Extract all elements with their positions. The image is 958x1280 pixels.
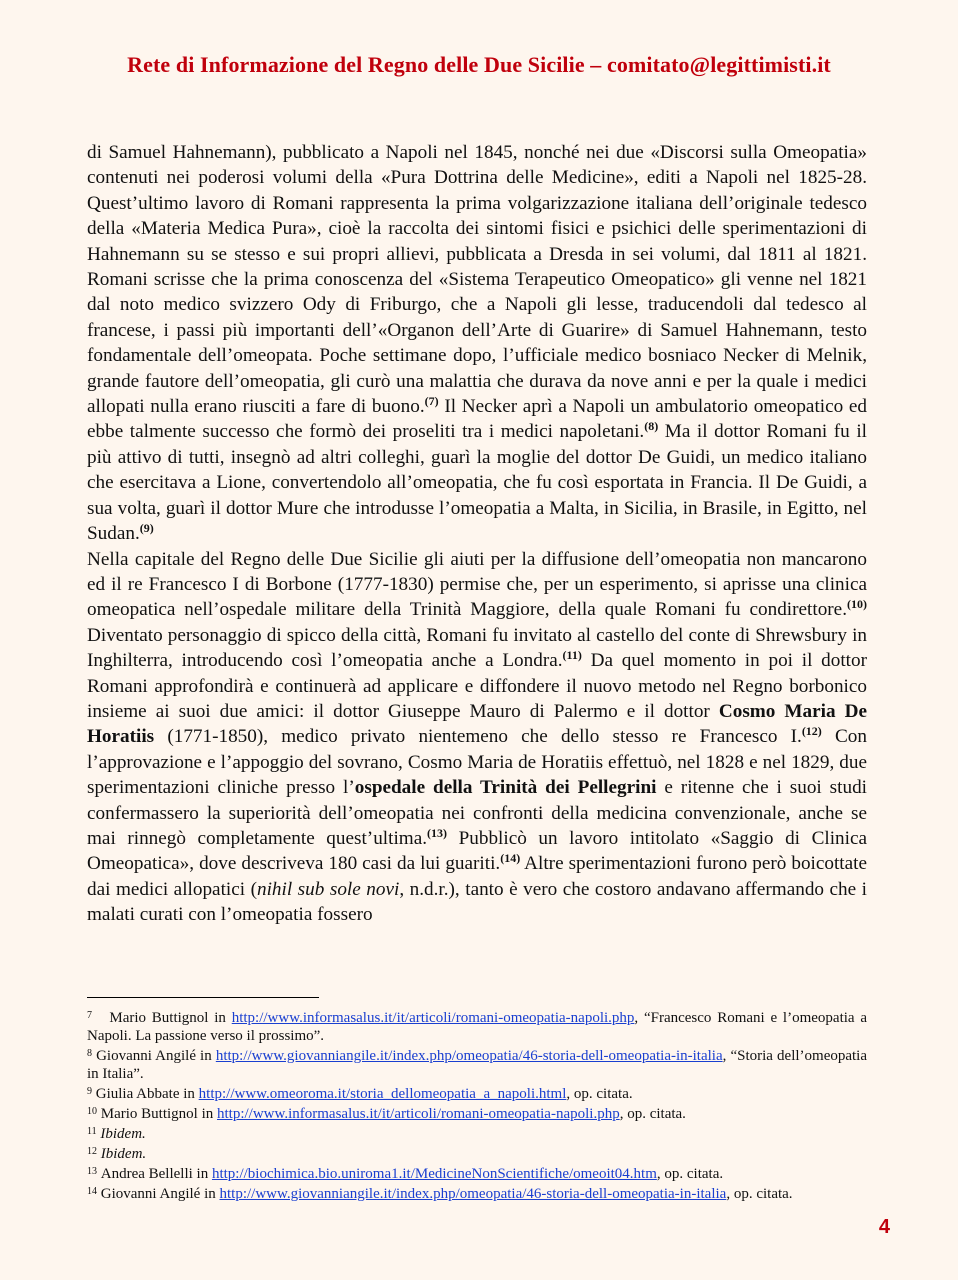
footnote-11 xyxy=(87,1123,867,1143)
footnote-author: Giovanni Angilé in xyxy=(96,1048,216,1064)
footnote-ref-13[interactable]: (13) xyxy=(427,825,448,840)
footnote-ref-7[interactable]: (7) xyxy=(424,394,439,409)
text-run: Altre sperimentazioni furono però boicottate dai medici allopatici ( xyxy=(87,853,868,900)
footnote-link[interactable]: http://www.giovanniangile.it/index.php/omeopatia/46-storia-dell-omeopatia-in-italia xyxy=(215,1048,723,1064)
footnote-tail: , op. citata. xyxy=(619,1106,686,1122)
bold-hospital: ospedale della Trinità dei Pellegrini xyxy=(354,777,657,799)
text-run: Pubblicò un lavoro intitolato «Saggio di Clinica Omeopatica», dove descriveva 180 casi da lui guariti. xyxy=(87,827,867,875)
paragraph-2 xyxy=(87,547,867,928)
footnote-number: 9 xyxy=(87,1086,92,1097)
footnote-number: 7 xyxy=(87,1010,92,1021)
footnote-author: Mario Buttignol in xyxy=(100,1106,217,1122)
footnote-link[interactable]: http://biochimica.bio.uniroma1.it/MedicineNonScientifiche/omeoit04.htm xyxy=(211,1166,657,1182)
paragraph-1 xyxy=(87,140,867,547)
footnote-number: 14 xyxy=(87,1186,97,1197)
footnote-tail: , op. citata. xyxy=(656,1166,724,1182)
footnote-tail: , “Storia dell’omeopatia in Italia”. xyxy=(87,1048,867,1082)
text-run: di Samuel Hahnemann), pubblicato a Napoli nel 1845, nonché nei due «Discorsi sulla Omeopatia» contenuti nei poderosi volumi della «Pura Dottrina delle Medicine», editi a Napoli nel 1825-28. Quest’ultimo lavoro di Romani rappresenta la prima volgarizzazione italiana dell’originale tedesco della «Materia Medica Pura», cioè la raccolta dei sintomi fisici e psichici delle sperimentazioni di Hahnemann su se stesso e sui propri allievi, pubblicata a Dresda in sei volumi, dal 1811 al 1821. Romani scrisse che la prima conoscenza del «Sistema Terapeutico Omeopatico» gli venne nel 1821 dal noto medico svizzero Ody di Friburgo, che a Napoli gli lesse, traducendoli dal tedesco al francese, i passi più importanti dell’«Organon dell’Arte di Guarire» di Samuel Hahnemann, testo fondamentale dell’omeopata. Poche settimane dopo, l’ufficiale medico bosniaco Necker di Melnik, grande fautore dell’omeopatia, gli curò una malattia che durava da nove anni e per la quale i medici allopati nulla erano riusciti a fare di buono. xyxy=(87,142,867,418)
footnote-number: 13 xyxy=(87,1166,97,1177)
footnote-separator xyxy=(87,997,319,998)
footnote-ref-9[interactable]: (9) xyxy=(139,521,154,536)
footnote-ref-14[interactable]: (14) xyxy=(500,851,521,866)
footnote-link[interactable]: http://www.omeoroma.it/storia_dellomeopatia_a_napoli.html xyxy=(198,1086,567,1102)
footnote-author: Giulia Abbate in xyxy=(95,1086,199,1102)
footnote-tail: , op. citata. xyxy=(566,1086,633,1102)
footnote-9 xyxy=(87,1083,867,1103)
footnote-number: 8 xyxy=(87,1048,92,1059)
footnote-author: Andrea Bellelli in xyxy=(100,1166,212,1182)
footnote-tail: , “Francesco Romani e l’omeopatia a Napoli. La passione verso il prossimo”. xyxy=(87,1010,868,1044)
footnote-number: 12 xyxy=(87,1146,97,1157)
page-number: 4 xyxy=(878,1216,890,1238)
text-run: Da quel momento in poi il dottor Romani approfondirà e continuerà ad applicare e diffondere il nuovo metodo nel Regno borbonico insieme ai suoi due amici: il dottor Giuseppe Mauro di Palermo e il dottor xyxy=(87,650,867,722)
footnote-13 xyxy=(87,1163,867,1183)
footnote-7 xyxy=(87,1007,867,1045)
footnote-ref-8[interactable]: (8) xyxy=(644,419,659,434)
page-header: Rete di Informazione del Regno delle Due Sicilie – comitato@legittimisti.it xyxy=(127,52,831,77)
footnote-tail: , op. citata. xyxy=(726,1186,793,1202)
footnote-link[interactable]: http://www.informasalus.it/it/articoli/romani-omeopatia-napoli.php xyxy=(217,1106,620,1122)
footnote-14 xyxy=(87,1183,867,1203)
footnote-link[interactable]: http://www.informasalus.it/it/articoli/romani-omeopatia-napoli.php xyxy=(231,1010,635,1026)
text-run: Con l’approvazione e l’appoggio del sovrano, Cosmo Maria de Horatiis effettuò, nel 1828 e nel 1829, due sperimentazioni cliniche presso l’ xyxy=(87,726,867,799)
footnote-12 xyxy=(87,1143,867,1163)
footnote-ref-12[interactable]: (12) xyxy=(801,724,822,739)
italic-latin: nihil sub sole novi xyxy=(256,878,400,900)
bold-name: Cosmo Maria De Horatiis xyxy=(87,700,867,748)
footnote-ibidem: Ibidem. xyxy=(100,1126,146,1142)
footnote-ibidem: Ibidem. xyxy=(100,1146,147,1162)
footnote-number: 11 xyxy=(87,1126,97,1137)
footnote-ref-11[interactable]: (11) xyxy=(562,648,582,663)
text-run: Ma il dottor Romani fu il più attivo di tutti, insegnò ad altri colleghi, guarì la moglie del dottor De Guidi, un medico italiano che esercitava a Lione, convertendolo all’omeopatia, che fu così esportata in Francia. Il De Guidi, a sua volta, guarì il dottor Mure che introdusse l’omeopatia a Malta, in Sicilia, in Brasile, in Egitto, nel Sudan. xyxy=(87,421,867,545)
body-text xyxy=(87,140,867,928)
footnote-number: 10 xyxy=(87,1106,97,1117)
footnote-10 xyxy=(87,1103,867,1123)
text-run: e ritenne che i suoi studi confermassero la superiorità dell’omeopatia nei confronti della medicina convenzionale, anche se mai rinnegò completamente quest’ultima. xyxy=(87,777,867,849)
footnote-author: Mario Buttignol in xyxy=(109,1010,232,1026)
footnote-author: Giovanni Angilé in xyxy=(100,1186,220,1202)
text-run: Diventato personaggio di spicco della città, Romani fu invitato al castello del conte di Shrewsbury in Inghilterra, introducendo così l’omeopatia anche a Londra. xyxy=(87,624,867,672)
text-run: Nella capitale del Regno delle Due Sicilie gli aiuti per la diffusione dell’omeopatia non mancarono ed il re Francesco I di Borbone (1777-1830) permise che, per un esperimento, si aprisse una clinica omeopatica nell’ospedale militare della Trinità Maggiore, della quale Romani fu condirettore. xyxy=(87,548,867,621)
footnote-ref-10[interactable]: (10) xyxy=(847,597,867,612)
footnote-link[interactable]: http://www.giovanniangile.it/index.php/omeopatia/46-storia-dell-omeopatia-in-italia xyxy=(219,1186,727,1202)
footnote-8 xyxy=(87,1045,867,1083)
text-run: (1771-1850), medico privato nientemeno che dello stesso re Francesco I. xyxy=(154,726,802,748)
text-run: , n.d.r.), tanto è vero che costoro andavano affermando che i malati curati con l’omeopatia fossero xyxy=(87,878,867,926)
footnotes xyxy=(87,1007,867,1203)
text-run: Il Necker aprì a Napoli un ambulatorio omeopatico ed ebbe talmente successo che formò dei proseliti tra i medici napoletani. xyxy=(87,396,868,443)
